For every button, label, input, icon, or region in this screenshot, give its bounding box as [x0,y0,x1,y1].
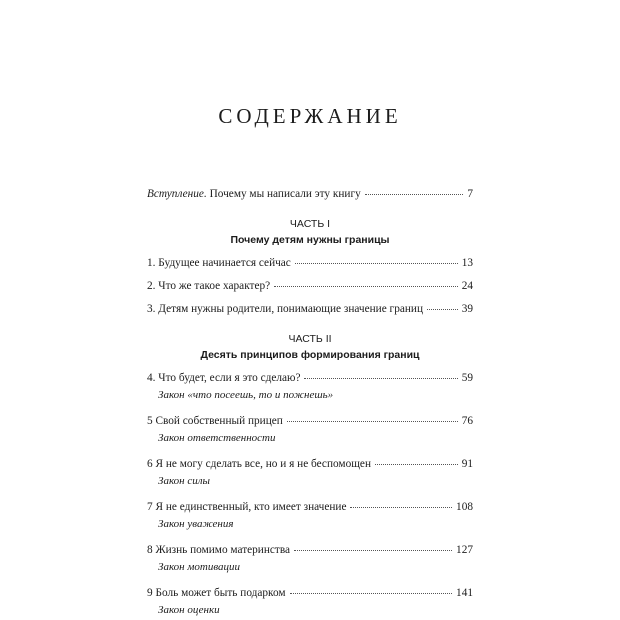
page-title: СОДЕРЖАНИЕ [218,104,402,128]
toc-page-number: 39 [461,303,473,315]
toc-entry-text: 7 Я не единственный, кто имеет значение [147,501,347,513]
toc-entry-text: 1. Будущее начинается сейчас [147,257,291,269]
dot-leader [427,308,458,310]
toc-page-number: 141 [456,587,473,599]
part-label: ЧАСТЬ II [288,333,332,345]
dot-leader [294,549,452,551]
toc-entry-subtitle: Закон уважения [158,518,234,530]
toc-page-number: 7 [467,188,473,200]
toc-entry-text: 3. Детям нужны родители, понимающие значение границ [147,303,423,315]
dot-leader [274,285,458,287]
toc-page-number: 76 [461,415,473,427]
dot-leader [350,506,452,508]
toc-entry-text: 9 Боль может быть подарком [147,587,286,599]
toc-page-number: 24 [461,280,473,292]
toc-page-number: 13 [461,257,473,269]
dot-leader [304,377,457,379]
toc-entry-subtitle: Закон ответственности [158,432,276,444]
toc-entry-text: 8 Жизнь помимо материнства [147,544,291,556]
toc-page-number: 91 [461,458,473,470]
dot-leader [290,592,453,594]
toc-entry[interactable] [147,500,473,515]
intro-label-italic: Вступление. [147,188,207,200]
toc-entry[interactable] [147,414,473,429]
dot-leader [295,262,458,264]
toc-entry-subtitle: Закон «что посеешь, то и пожнешь» [158,389,334,401]
dot-leader [287,420,458,422]
toc-entry[interactable] [147,256,473,271]
dot-leader [365,193,464,195]
intro-label-rest: Почему мы написали эту книгу [206,188,361,200]
toc-entry[interactable] [147,543,473,558]
toc-entry-subtitle: Закон мотивации [158,561,241,573]
toc-entry[interactable] [147,371,473,386]
toc-entry-intro[interactable] [147,187,473,202]
toc-entry[interactable] [147,279,473,294]
part-label: ЧАСТЬ I [289,218,331,230]
toc-page-number: 59 [461,372,473,384]
toc-entry[interactable] [147,302,473,317]
toc-entry-text: 6 Я не могу сделать все, но и я не беспомощен [147,458,371,470]
toc-entry-text: 5 Свой собственный прицеп [147,415,283,427]
dot-leader [375,463,458,465]
toc-page-number: 108 [456,501,473,513]
toc-entry[interactable] [147,586,473,601]
toc-entry-text: 4. Что будет, если я это сделаю? [147,372,301,384]
toc-entry-text: 2. Что же такое характер? [147,280,271,292]
toc-page-number: 127 [456,544,473,556]
part-title: Почему детям нужны границы [230,234,390,246]
part-title: Десять принципов формирования границ [200,349,420,361]
table-of-contents [147,187,473,617]
toc-entry-subtitle: Закон силы [158,475,211,487]
toc-entry[interactable] [147,457,473,472]
toc-entry-text [147,187,361,202]
toc-entry-subtitle: Закон оценки [158,604,220,616]
